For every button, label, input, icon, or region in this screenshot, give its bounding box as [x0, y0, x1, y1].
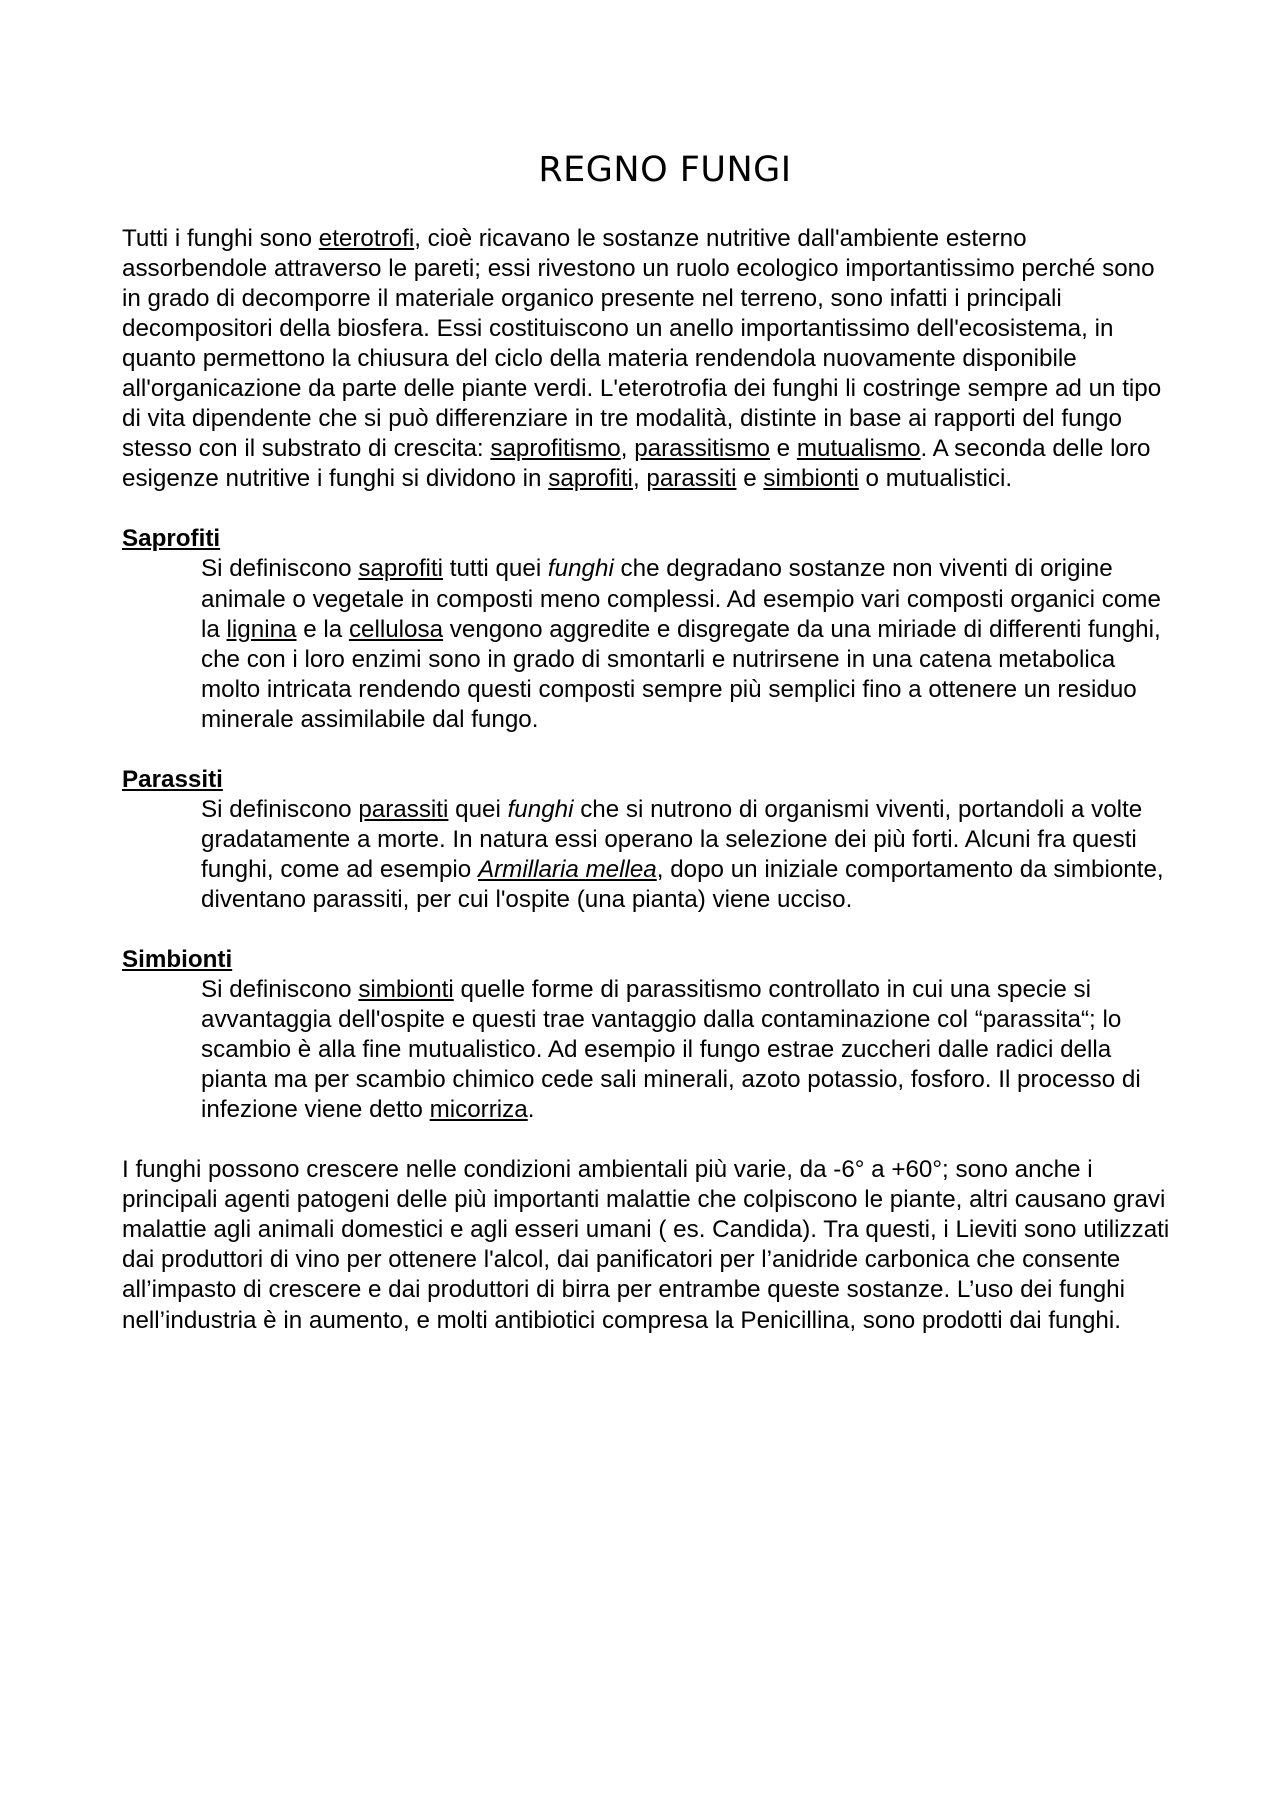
term-saprofitismo: saprofitismo [490, 435, 621, 463]
term-micorriza: micorriza [429, 1096, 528, 1124]
text: tutti quei [443, 555, 548, 583]
term-lignina: lignina [226, 615, 297, 643]
term-parassiti: parassiti [646, 465, 737, 493]
term-simbionti: simbionti [763, 465, 859, 493]
section-heading-parassiti: Parassiti [122, 765, 223, 793]
text: e [769, 435, 797, 463]
term-armillaria-mellea: Armillaria mellea [477, 855, 657, 883]
saprofiti-paragraph [122, 554, 1172, 734]
term-simbionti: simbionti [358, 976, 454, 1004]
text: Tutti i funghi sono [122, 225, 319, 252]
text: quelle forme di parassitismo controllato in cui una specie si avvantaggia dell'ospite e questi trae vantaggio dalla contaminazione col “parassita“; lo scambio è alla fine mutualistico. Ad esempio il fungo estrae zuccheri dalle radici della pianta ma per scambio chimico cede sali minerali, azoto potassio, fosforo. Il processo di infezione viene detto [201, 976, 1141, 1124]
term-funghi: funghi [547, 555, 614, 583]
text: , cioè ricavano le sostanze nutritive dall'ambiente esterno assorbendole attraverso le pareti; essi rivestono un ruolo ecologico importantissimo perché sono in grado di decomporre il materiale organico presente nel terreno, sono infatti i principali decompositori della biosfera. Essi costituiscono un anello importantissimo dell'ecosistema, in quanto permettono la chiusura del ciclo della materia rendendola nuovamente disponibile all'organicazione da parte delle piante verdi. L'eterotrofia dei funghi li costringe sempre ad un tipo di vita dipendente che si può differenziare in tre modalità, distinte in base ai rapporti del fungo stesso con il substrato di crescita: [122, 225, 1162, 463]
term-saprofiti: saprofiti [358, 555, 444, 583]
text: , [620, 435, 635, 463]
parassiti-paragraph [122, 795, 1172, 915]
text: , [632, 465, 647, 493]
text: che si nutrono di organismi viventi, portandoli a volte gradatamente a morte. In natura essi operano la selezione dei più forti. Alcuni fra questi funghi, come ad esempio [201, 795, 1143, 883]
term-eterotrofi: eterotrofi [318, 225, 415, 252]
text: quei [448, 795, 508, 823]
section-heading-saprofiti: Saprofiti [122, 525, 221, 553]
text: o mutualistici. [858, 465, 1013, 493]
term-mutualismo: mutualismo [796, 435, 921, 463]
term-saprofiti: saprofiti [548, 465, 633, 493]
text: Si definiscono [201, 795, 359, 823]
text: e [736, 465, 764, 493]
section-heading-simbionti: Simbionti [122, 945, 233, 973]
text: . A seconda delle loro esigenze nutritive i funghi si dividono in [122, 435, 1151, 493]
term-funghi: funghi [507, 795, 574, 823]
term-parassiti: parassiti [358, 795, 449, 823]
closing-paragraph: I funghi possono crescere nelle condizioni ambientali più varie, da -6° a +60°; sono anche i principali agenti patogeni delle più importanti malattie che colpiscono le piante, altri causano gravi malattie agli animali domestici e agli esseri umani ( es. Candida). Tra questi, i Lieviti sono utilizzati dai produttori di vino per ottenere l'alcol, dai panificatori per l’anidride carbonica che consente all’impasto di crescere e dai produttori di birra per entrambe queste sostanze. L’uso dei funghi nell’industria è in aumento, e molti antibiotici compresa la Penicillina, sono prodotti dai funghi. [122, 1156, 1170, 1334]
simbionti-paragraph [122, 975, 1172, 1125]
intro-paragraph [122, 224, 1172, 494]
page-title: REGNO FUNGI [538, 150, 792, 190]
text: Si definiscono [201, 976, 359, 1004]
text: , dopo un iniziale comportamento da simbionte, diventano parassiti, per cui l'ospite (una pianta) viene ucciso. [201, 855, 1164, 913]
text: . [527, 1096, 535, 1124]
text: Si definiscono [201, 555, 359, 583]
text: vengono aggredite e disgregate da una miriade di differenti funghi, che con i loro enzimi sono in grado di smontarli e nutrirsene in una catena metabolica molto intricata rendendo questi composti sempre più semplici fino a ottenere un residuo minerale assimilabile dal fungo. [201, 615, 1161, 733]
text: che degradano sostanze non viventi di origine animale o vegetale in composti meno complessi. Ad esempio vari composti organici come la [201, 555, 1161, 643]
term-parassitismo: parassitismo [634, 435, 770, 463]
term-cellulosa: cellulosa [348, 615, 444, 643]
text: e la [296, 615, 349, 643]
document-page [122, 150, 1172, 1336]
